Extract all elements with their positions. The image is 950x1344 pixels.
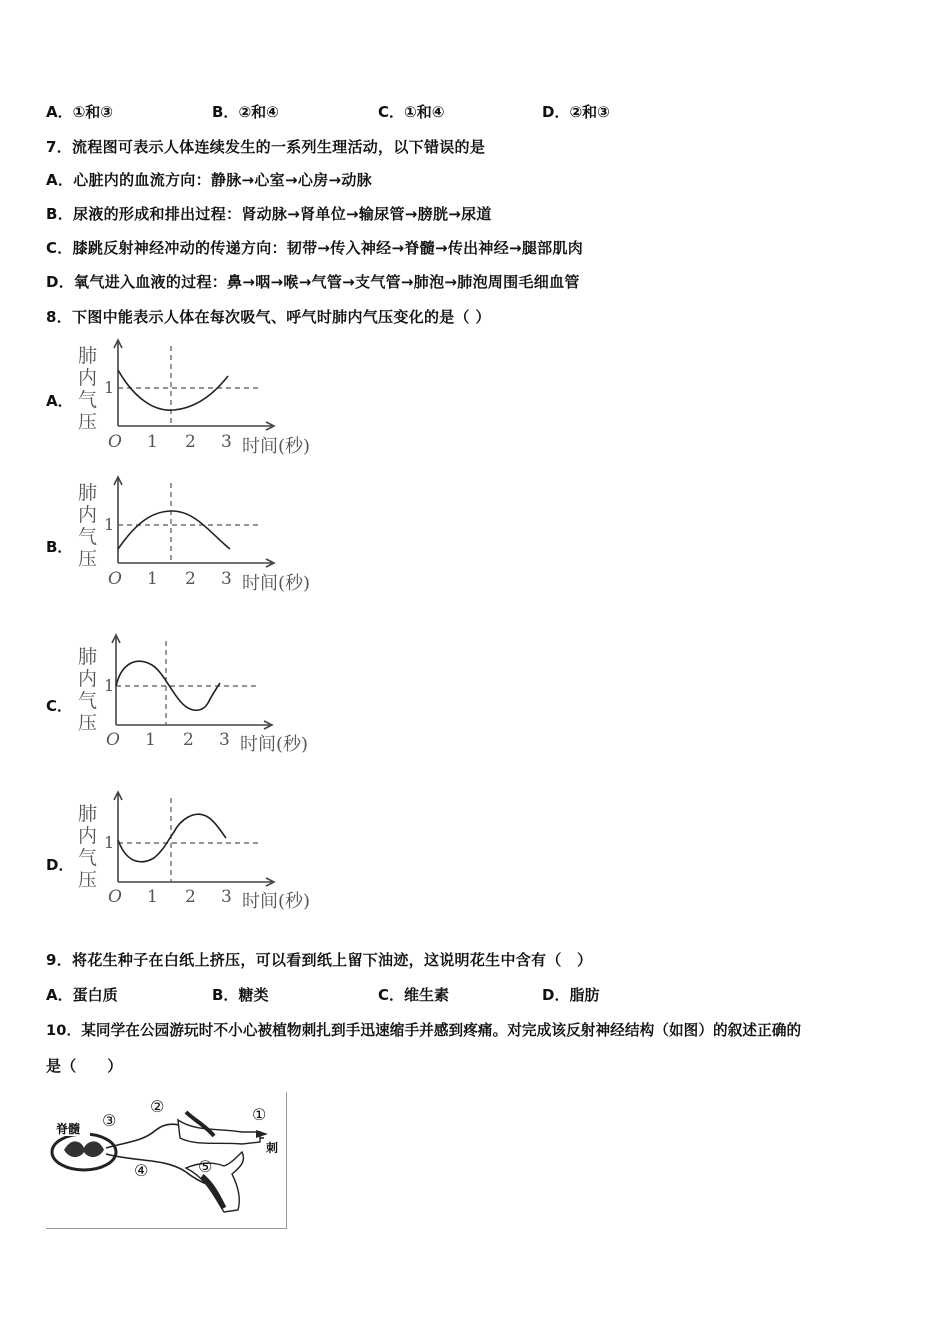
q8-graph-d-label[interactable]: D． [46,856,74,874]
y-tick: 1 [104,378,115,397]
q9-option-b[interactable]: B．糖类 [212,986,269,1004]
marker-2: ② [150,1097,165,1116]
pressure-curve [118,814,226,862]
x-tick: 1 [147,569,158,589]
y-label-char: 内 [78,504,98,526]
q8-graph-a-label[interactable]: A． [46,392,73,410]
q8-graph-b [74,475,334,600]
q8-stem: 8．下图中能表示人体在每次吸气、呼气时肺内气压变化的是（ ） [46,308,491,326]
y-label-char: 气 [78,526,98,548]
q9-options [46,984,906,1006]
q9-option-a[interactable]: A．蛋白质 [46,986,118,1004]
x-tick: 1 [147,432,158,452]
y-label-char: 气 [78,389,98,411]
q8-graph-c-label[interactable]: C． [46,697,73,715]
q10-stem-line-1: 10．某同学在公园游玩时不小心被植物刺扎到手迅速缩手并感到疼痛。对完成该反射神经结构（如图）的叙述正确的 [46,1022,802,1039]
x-tick: 2 [185,887,196,907]
x-tick: 2 [185,432,196,452]
q6-option-c[interactable]: C．①和④ [378,103,445,121]
q8-graph-d [74,790,334,915]
y-label-char: 压 [78,712,98,734]
y-label-char: 肺 [78,482,98,504]
pressure-curve [116,661,220,710]
q8-graph-a [74,338,334,463]
marker-1: ① [252,1105,267,1124]
q10-stem-line-2: 是（ ） [46,1057,123,1075]
marker-4: ④ [134,1161,149,1180]
q6-option-d[interactable]: D．②和③ [542,103,610,121]
spinal-cord-label: 脊髓 [56,1122,81,1136]
y-tick: 1 [104,676,115,695]
q7-stem: 7．流程图可表示人体连续发生的一系列生理活动，以下错误的是 [46,138,486,156]
y-tick: 1 [104,833,115,852]
y-label-char: 压 [78,548,98,570]
q7-option-c[interactable]: C．膝跳反射神经冲动的传递方向：韧带→传入神经→脊髓→传出神经→腿部肌肉 [46,239,584,257]
q6-option-a[interactable]: A．①和③ [46,103,114,121]
origin-label: O [108,569,122,589]
lower-arm [186,1152,244,1212]
y-label-char: 内 [78,825,98,847]
y-label-char: 肺 [78,345,98,367]
thorn-label: 刺 [266,1141,279,1155]
q7-option-b[interactable]: B．尿液的形成和排出过程：肾动脉→肾单位→输尿管→膀胱→尿道 [46,205,492,223]
q9-stem: 9．将花生种子在白纸上挤压，可以看到纸上留下油迹，这说明花生中含有（ ） [46,951,593,969]
x-tick: 3 [221,887,232,907]
thorn [256,1130,268,1138]
origin-label: O [108,432,122,452]
y-label-char: 内 [78,367,98,389]
x-tick: 1 [145,730,156,750]
q6-option-b[interactable]: B．②和④ [212,103,279,121]
marker-5: ⑤ [198,1157,213,1176]
origin-label: O [106,730,120,750]
y-label-char: 肺 [78,803,98,825]
pressure-curve [118,511,230,549]
x-axis-label: 时间(秒) [242,573,311,594]
q7-option-a[interactable]: A．心脏内的血流方向：静脉→心室→心房→动脉 [46,171,372,189]
q8-graph-c [74,633,334,758]
y-label-char: 内 [78,668,98,690]
x-axis-label: 时间(秒) [242,436,311,457]
reflex-arc-figure [46,1092,287,1229]
x-tick: 3 [221,432,232,452]
marker-3: ③ [102,1111,117,1130]
y-label-char: 压 [78,869,98,891]
y-label-char: 肺 [78,646,98,668]
q8-graph-b-label[interactable]: B． [46,538,73,556]
x-tick: 2 [183,730,194,750]
q7-option-d[interactable]: D．氧气进入血液的过程：鼻→咽→喉→气管→支气管→肺泡→肺泡周围毛细血管 [46,273,580,291]
reflex-arc-drawing [46,1092,286,1228]
pressure-curve [118,370,228,410]
x-tick: 3 [219,730,230,750]
q6-options [46,101,906,123]
q9-option-d[interactable]: D．脂肪 [542,986,600,1004]
y-label-char: 压 [78,411,98,433]
q9-option-c[interactable]: C．维生素 [378,986,450,1004]
y-label-char: 气 [78,690,98,712]
y-label-char: 气 [78,847,98,869]
y-tick: 1 [104,515,115,534]
x-tick: 1 [147,887,158,907]
x-tick: 3 [221,569,232,589]
x-tick: 2 [185,569,196,589]
origin-label: O [108,887,122,907]
x-axis-label: 时间(秒) [240,734,309,755]
x-axis-label: 时间(秒) [242,891,311,912]
upper-arm [178,1120,260,1144]
